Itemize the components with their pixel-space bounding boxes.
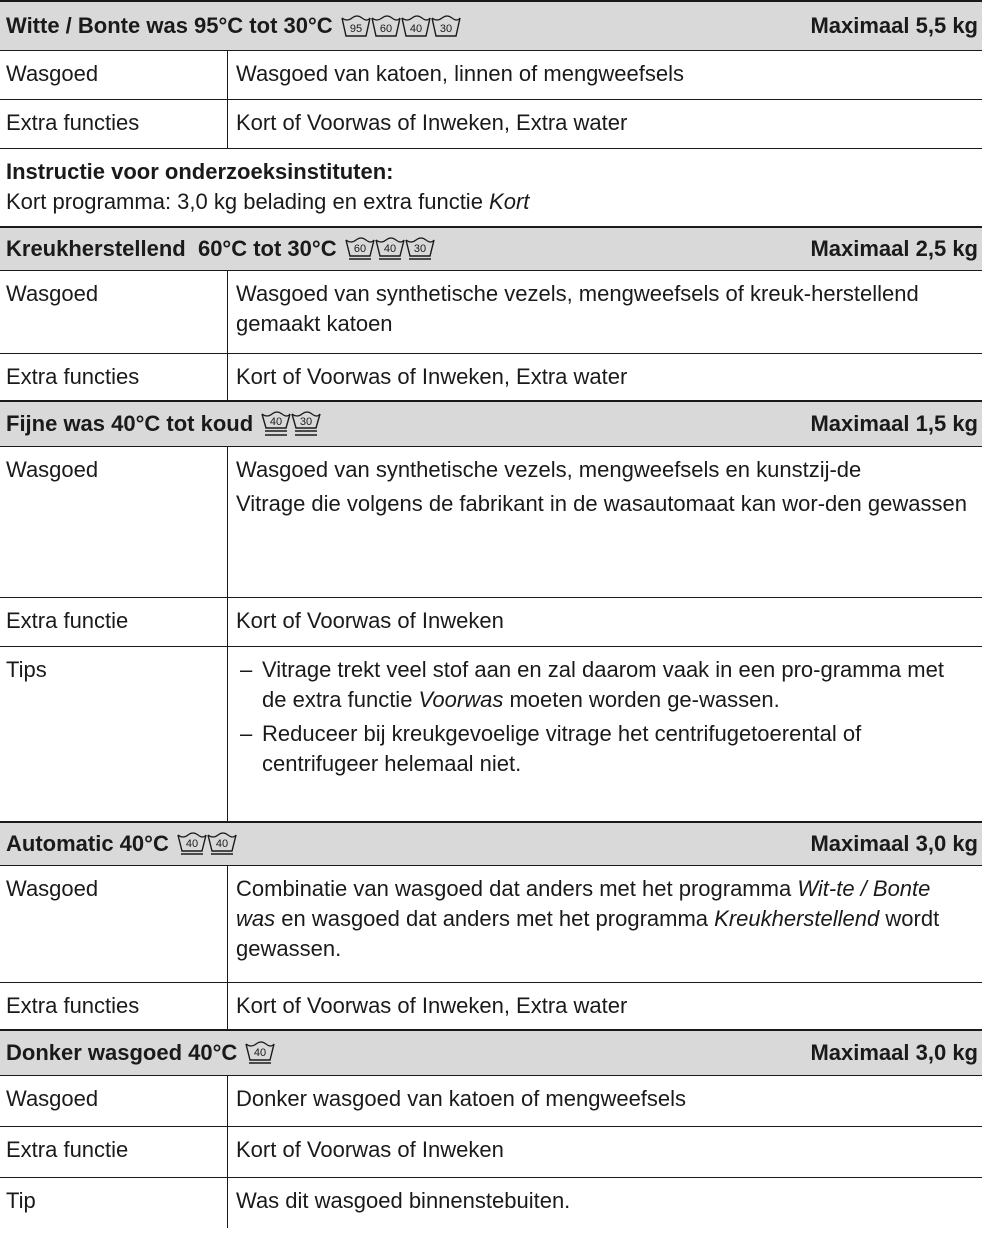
max-load: Maximaal 3,0 kg xyxy=(810,1040,978,1065)
row-label: Wasgoed xyxy=(0,271,228,353)
wash-symbols xyxy=(245,1041,275,1065)
row-label: Wasgoed xyxy=(0,447,228,597)
section-header-witte-bonte xyxy=(0,0,982,50)
table-row xyxy=(0,865,982,982)
table-row xyxy=(0,597,982,646)
svg-text:40: 40 xyxy=(383,243,396,255)
row-label: Tips xyxy=(0,647,228,821)
wash-symbols xyxy=(341,15,461,37)
svg-text:40: 40 xyxy=(409,23,422,35)
wash-tub-gentle-icon xyxy=(207,832,237,856)
content-text: wordt gewassen. xyxy=(236,906,940,961)
row-content: Kort of Voorwas of Inweken, Extra water xyxy=(236,110,628,135)
row-label: Extra functie xyxy=(0,598,228,646)
row-label: Tip xyxy=(0,1178,228,1228)
table-row xyxy=(0,982,982,1029)
section-title: Kreukherstellend 60°C tot 30°C xyxy=(6,236,337,261)
svg-text:40: 40 xyxy=(254,1047,267,1059)
section-title: Fijne was 40°C tot koud xyxy=(6,411,254,436)
svg-text:30: 30 xyxy=(300,416,313,428)
section-header-fijne-was xyxy=(0,400,982,446)
section-title: Automatic 40°C xyxy=(6,831,169,856)
svg-text:30: 30 xyxy=(413,243,426,255)
row-label: Wasgoed xyxy=(0,866,228,982)
row-label: Wasgoed xyxy=(0,51,228,99)
wash-tub-icon xyxy=(341,15,371,37)
wash-tub-icon xyxy=(401,15,431,37)
svg-text:40: 40 xyxy=(185,838,198,850)
wash-tub-icon xyxy=(431,15,461,37)
wash-symbols xyxy=(177,832,237,856)
row-content: Kort of Voorwas of Inweken xyxy=(236,608,504,633)
row-content xyxy=(228,447,982,597)
row-content: Was dit wasgoed binnenstebuiten. xyxy=(236,1188,571,1213)
row-content: Kort of Voorwas of Inweken, Extra water xyxy=(236,993,628,1018)
max-load: Maximaal 3,0 kg xyxy=(810,831,978,856)
section-title: Donker wasgoed 40°C xyxy=(6,1040,238,1065)
wash-tub-icon xyxy=(371,15,401,37)
section-header-donker-wasgoed xyxy=(0,1029,982,1075)
row-content xyxy=(228,647,982,821)
wash-symbols xyxy=(345,237,435,261)
table-row xyxy=(0,50,982,99)
row-label: Extra functies xyxy=(0,354,228,400)
wash-tub-gentle-icon xyxy=(177,832,207,856)
wash-tub-gentle-icon xyxy=(375,237,405,261)
table-row xyxy=(0,270,982,353)
svg-text:40: 40 xyxy=(215,838,228,850)
wash-tub-gentle-icon xyxy=(345,237,375,261)
content-paragraph: Wasgoed van synthetische vezels, mengweefsels en kunstzij-de xyxy=(236,457,862,482)
table-row xyxy=(0,353,982,400)
section-header-automatic xyxy=(0,821,982,865)
table-row xyxy=(0,1075,982,1126)
instruction-text xyxy=(6,187,976,217)
wash-symbols xyxy=(261,411,321,437)
section-header-kreukherstellend xyxy=(0,226,982,270)
instruction-text-italic: Kort xyxy=(489,189,530,214)
wash-tub-delicate-icon xyxy=(261,411,291,437)
tip-text: Vitrage trekt veel stof aan en zal daarom vaak in een pro-gramma met de extra functie xyxy=(262,657,944,712)
max-load: Maximaal 5,5 kg xyxy=(810,13,978,38)
row-label: Extra functies xyxy=(0,983,228,1029)
svg-text:60: 60 xyxy=(379,23,392,35)
svg-text:95: 95 xyxy=(349,23,362,35)
content-text: en wasgoed dat anders met het programma xyxy=(275,906,715,931)
svg-text:40: 40 xyxy=(270,416,283,428)
instruction-heading: Instructie voor onderzoeksinstituten: xyxy=(6,159,394,184)
row-content: Wasgoed van katoen, linnen of mengweefsels xyxy=(236,61,685,86)
row-label: Extra functies xyxy=(0,100,228,148)
wash-tub-gentle-icon xyxy=(245,1041,275,1065)
list-item: – Reduceer bij kreukgevoelige vitrage het centrifugetoerental of centrifugeer helemaal niet. xyxy=(236,719,968,779)
section-title: Witte / Bonte was 95°C tot 30°C xyxy=(6,13,333,38)
tips-list xyxy=(236,655,968,779)
svg-text:60: 60 xyxy=(353,243,366,255)
instruction-block xyxy=(0,148,982,226)
row-content xyxy=(228,866,982,982)
tip-text-italic: Voorwas xyxy=(418,687,504,712)
wash-tub-delicate-icon xyxy=(291,411,321,437)
table-row xyxy=(0,646,982,821)
row-content: Donker wasgoed van katoen of mengweefsels xyxy=(236,1086,687,1111)
list-item xyxy=(236,655,968,715)
instruction-text-main: Kort programma: 3,0 kg belading en extra functie xyxy=(6,189,490,214)
max-load: Maximaal 2,5 kg xyxy=(810,236,978,261)
table-row xyxy=(0,1177,982,1228)
row-content: Kort of Voorwas of Inweken xyxy=(236,1137,504,1162)
row-label: Extra functie xyxy=(0,1127,228,1177)
table-row xyxy=(0,1126,982,1177)
table-row xyxy=(0,99,982,148)
content-text-italic: Wit-te / Bonte was xyxy=(236,876,931,931)
max-load: Maximaal 1,5 kg xyxy=(810,411,978,436)
row-label: Wasgoed xyxy=(0,1076,228,1126)
content-text: Combinatie van wasgoed dat anders met het programma xyxy=(236,876,798,901)
row-content: Wasgoed van synthetische vezels, mengweefsels of kreuk-herstellend gemaakt katoen xyxy=(236,281,919,336)
tip-text: moeten worden ge-wassen. xyxy=(503,687,780,712)
table-row xyxy=(0,446,982,597)
wash-tub-gentle-icon xyxy=(405,237,435,261)
svg-text:30: 30 xyxy=(439,23,452,35)
content-paragraph: Vitrage die volgens de fabrikant in de wasautomaat kan wor-den gewassen xyxy=(236,491,967,516)
content-text-italic: Kreukherstellend xyxy=(714,906,880,931)
row-content: Kort of Voorwas of Inweken, Extra water xyxy=(236,364,628,389)
